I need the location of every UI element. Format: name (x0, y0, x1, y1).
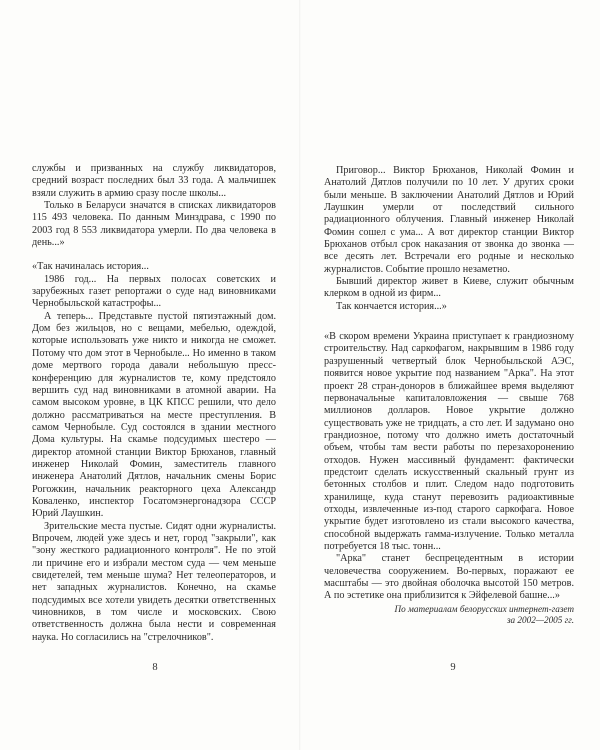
left-text-column (32, 163, 276, 644)
source-line: за 2002—2005 гг. (506, 615, 574, 626)
paragraph: «Так начиналась история... (32, 261, 149, 273)
paragraph: Только в Беларуси значатся в списках ликвидаторов 115 493 человека. По данным Минздрава, с 1990 по 2003 год 8 553 ликвидатора умерли. По два человека в день...» (32, 200, 276, 249)
paragraph: Бывший директор живет в Киеве, служит обычным клерком в одной из фирм... (324, 276, 574, 300)
paragraph: Так кончается история...» (336, 300, 447, 312)
source-attribution (324, 604, 574, 627)
paragraph: «В скором времени Украина приступает к грандиозному строительству. Над саркофагом, накрывшим в 1986 году разрушенный четвертый блок Чернобыльской АЭС, появится новое укрытие под названием "Арка". На этот проект 28 стран-доноров в ближайшее время выделяют первоначальные капиталовложения — свыше 768 миллионов долларов. Новое укрытие должно существовать уже не тридцать, а сто лет. И задумано оно грандиозное, потому что должно иметь достаточный объем, чтобы там вести работы по перезахоронению отходов. Нужен массивный фундамент: фактически предстоит сделать искусственный скальный грунт из бетонных столбов и плит. Следом надо подготовить хранилище, куда станут перевозить радиоактивные отходы, извлеченные из-под старого саркофага. Новое укрытие будет изготовлено из стали высокого качества, способной выдержать гамма-излучение. Только металла потребуется 18 тыс. тонн... (324, 331, 574, 552)
paragraph: службы и призванных на службу ликвидаторов, средний возраст последних был 33 года. А мальчишек взяли служить в армию сразу после школы... (32, 163, 276, 199)
paragraph: А теперь... Представьте пустой пятиэтажный дом. Дом без жильцов, но с вещами, мебелью, одеждой, которые использовать уже никто и никогда не сможет. Потому что дом этот в Чернобыле... Но именно в таком доме мертвого города давали небольшую пресс-конференцию для журналистов те, кому предстояло вершить суд над виновниками в атомной аварии. На самом высоком уровне, в ЦК КПСС решили, что дело должно рассматриваться на месте преступления. В самом Чернобыле. Суд состоялся в здании местного Дома культуры. На скамье подсудимых шестеро — директор атомной станции Виктор Брюханов, главный инженер Николай Фомин, заместитель главного инженера Анатолий Дятлов, начальник смены Борис Рогожкин, начальник реакторного цеха Александр Коваленко, инспектор Госатомэнергонадзора СССР Юрий Лаушкин. (32, 310, 276, 520)
paragraph: Приговор... Виктор Брюханов, Николай Фомин и Анатолий Дятлов получили по 10 лет. У других сроки были меньше. В заключении Анатолий Дятлов и Юрий Лаушкин умерли от последствий сильного радиационного облучения. Главный инженер Николай Фомин сошел с ума... А вот директор станции Виктор Брюханов отбыл срок наказания от звонка до звонка — все десять лет. Встречали его родные и несколько журналистов. Событие прошло незаметно. (324, 165, 574, 275)
source-line: По материалам белорусских интернет-газет (394, 603, 574, 614)
right-text-column (324, 165, 574, 627)
paragraph: 1986 год... На первых полосах советских и зарубежных газет репортажи о суде над виновниками Чернобыльской катастрофы... (32, 273, 276, 310)
page-number: 9 (450, 662, 456, 673)
right-page (300, 0, 600, 750)
page-number: 8 (152, 662, 158, 673)
paragraph: Зрительские места пустые. Сидят одни журналисты. Впрочем, людей уже здесь и нет, город "закрыли", как "зону жесткого радиационного контроля". Не по этой ли причине его и избрали местом суда — чем меньше свидетелей, тем меньше шума? Нет телеоператоров, и нет западных журналистов. Конечно, на скамье подсудимых все хотели увидеть десятки ответственных чиновников, в том числе и московских. Свою ответственность должна была нести и современная наука. Но согласились на "стрелочников". (32, 520, 276, 643)
paragraph: "Арка" станет беспрецедентным в истории человечества сооружением. Во-первых, поражают ее масштабы — это двойная оболочка высотой 150 метров. А по эстетике она приблизится к Эйфелевой башне...» (324, 553, 574, 602)
